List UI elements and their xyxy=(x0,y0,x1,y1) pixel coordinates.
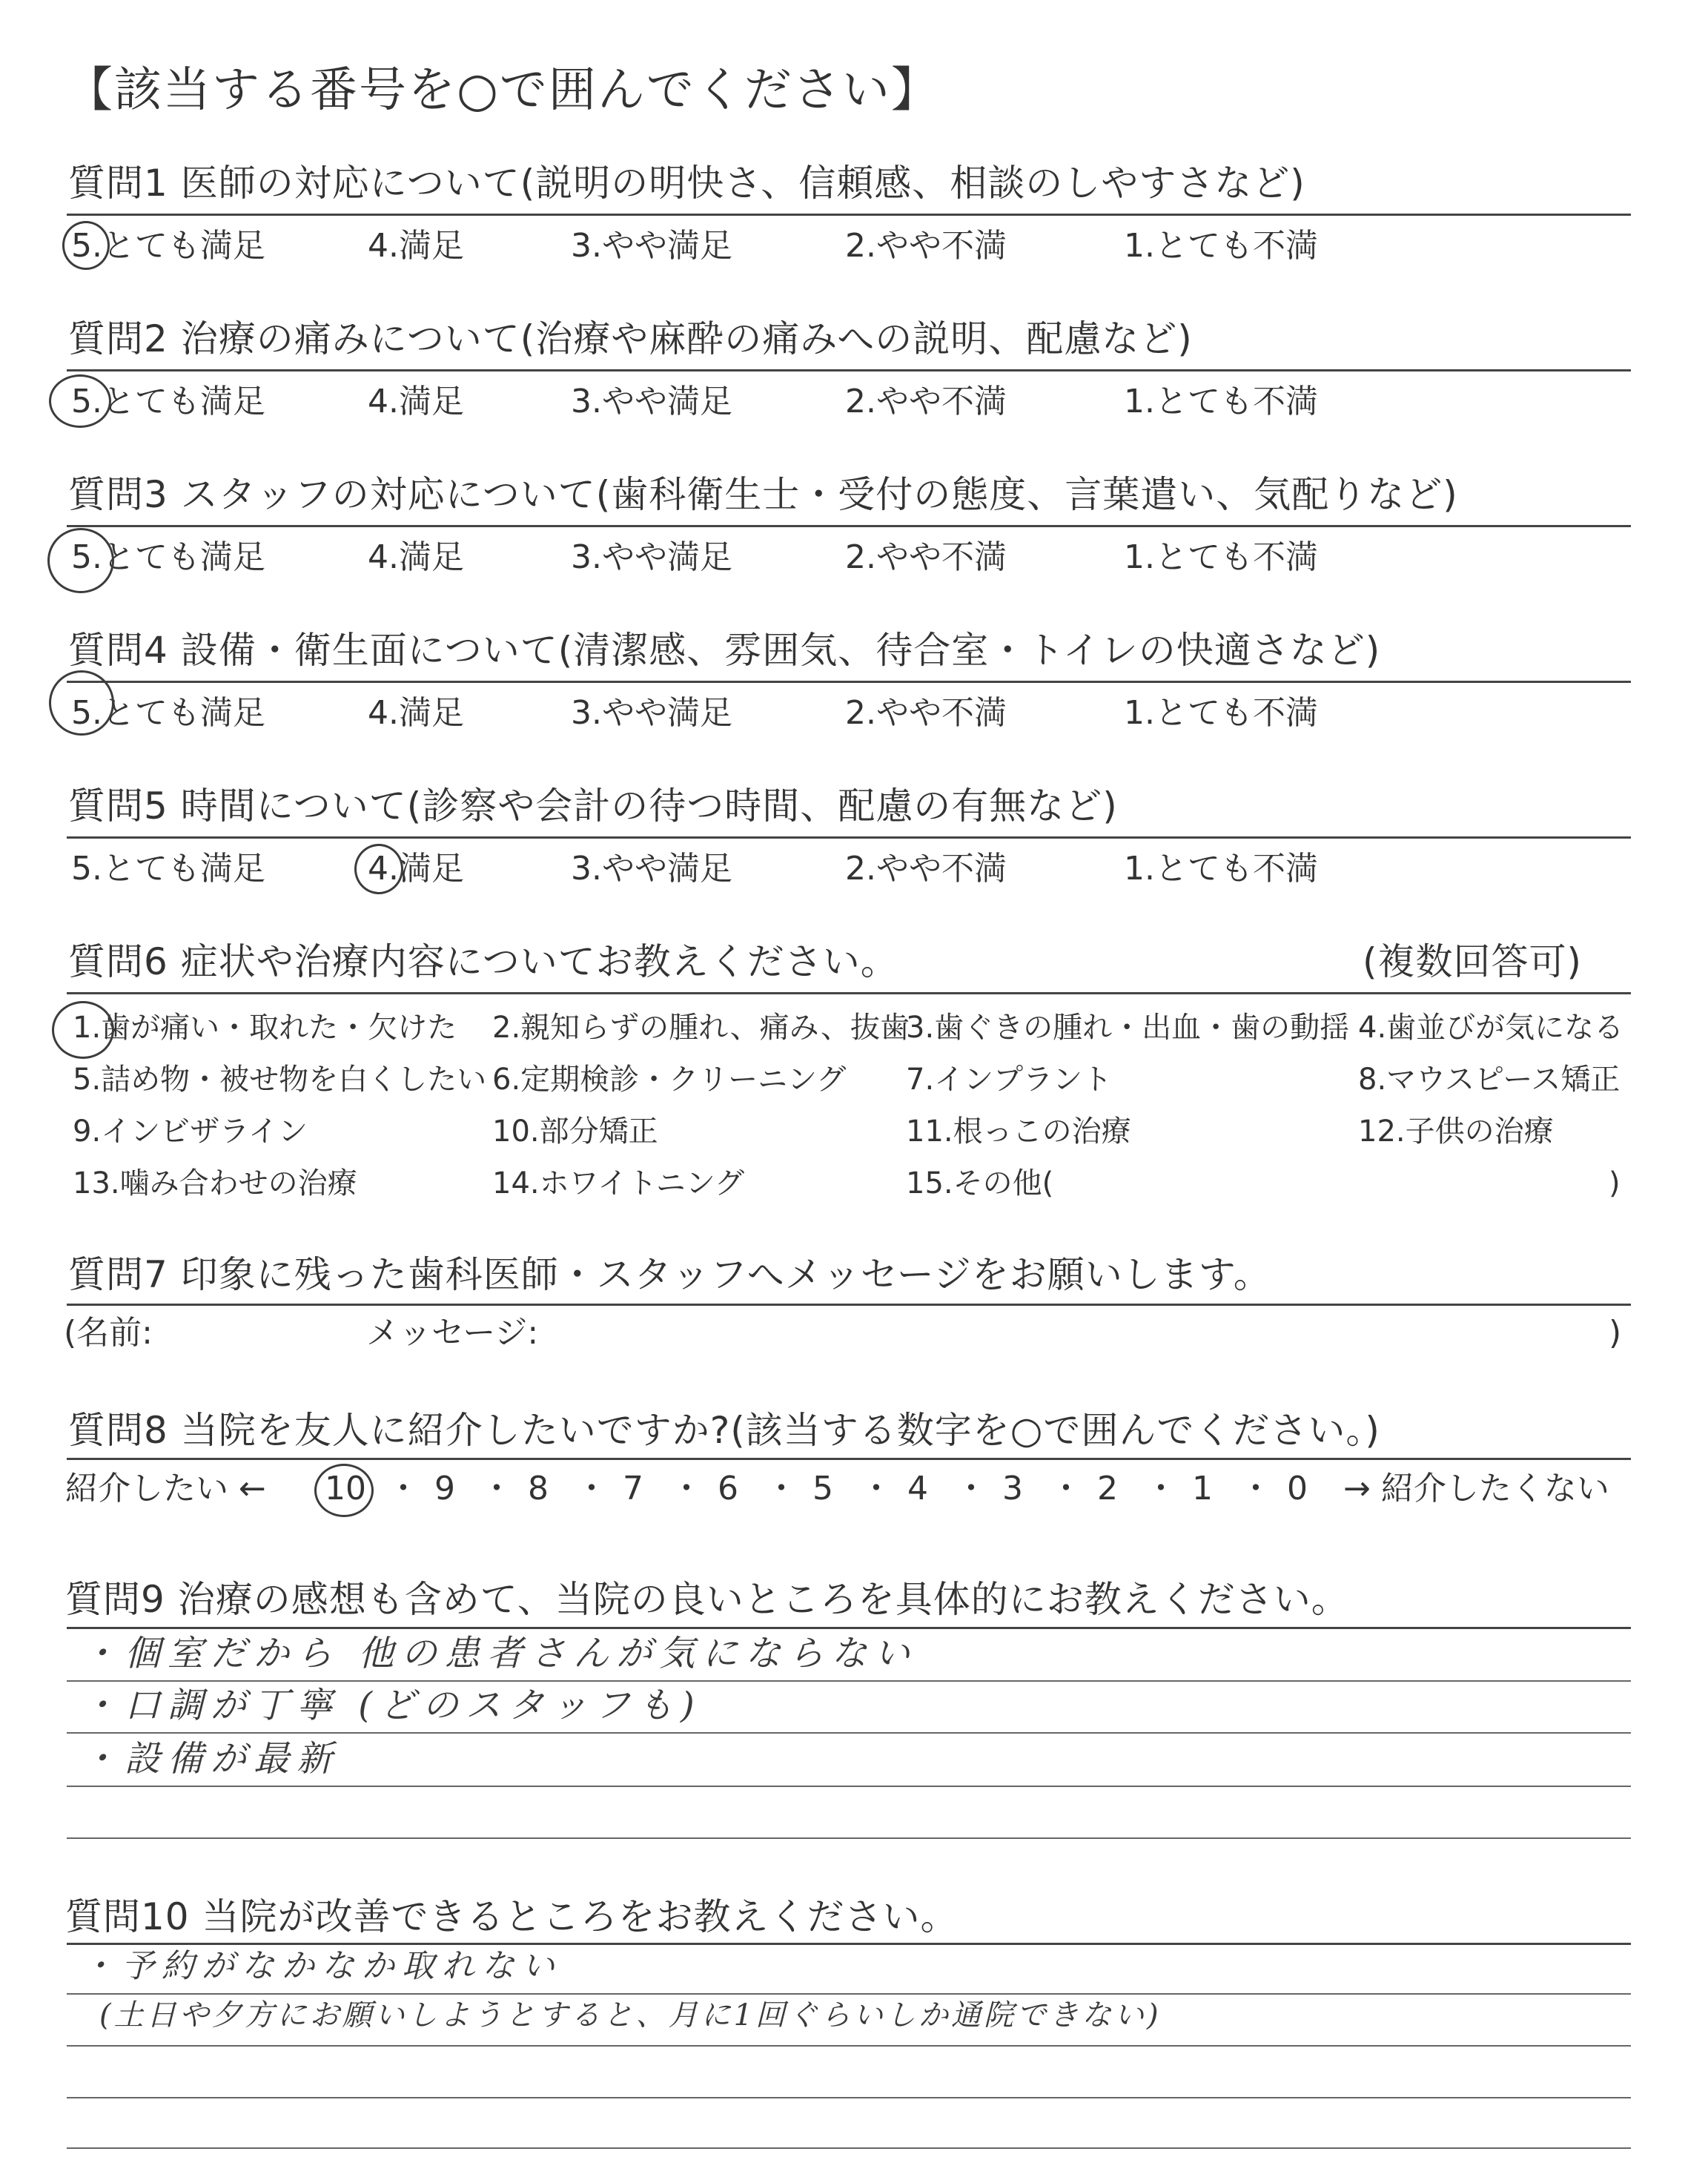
q1-option-4[interactable]: 4.満足 xyxy=(368,227,464,265)
q8-separator-dot: ・ xyxy=(1145,1470,1177,1507)
q8-scale-7[interactable]: 7 xyxy=(623,1470,643,1507)
q10-answer-rule xyxy=(67,2045,1631,2047)
question-10-rule xyxy=(67,1943,1631,1945)
q6-option-6[interactable]: 6.定期検診・クリーニング xyxy=(492,1063,847,1097)
q6-other-close-paren: ) xyxy=(1609,1166,1621,1200)
q8-separator-dot: ・ xyxy=(387,1470,420,1507)
q5-selection-circle xyxy=(354,844,403,894)
q10-answer-line-1: ・予約がなかなか取れない xyxy=(82,1947,562,1985)
q9-answer-line-2: ・口調が丁寧 (どのスタッフも) xyxy=(82,1685,702,1726)
q9-answer-line-3: ・設備が最新 xyxy=(82,1738,340,1780)
q5-option-4[interactable]: 4.満足 xyxy=(368,850,464,888)
q4-selection-circle xyxy=(49,670,114,736)
q5-option-3[interactable]: 3.やや満足 xyxy=(571,850,732,888)
question-7-rule xyxy=(67,1304,1631,1306)
question-1-rule xyxy=(67,214,1631,216)
q8-left-label: 紹介したい ← xyxy=(65,1470,266,1507)
q2-option-4[interactable]: 4.満足 xyxy=(368,383,464,420)
q7-close-paren: ) xyxy=(1609,1314,1622,1352)
q2-selection-circle xyxy=(49,374,111,428)
q8-separator-dot: ・ xyxy=(670,1470,703,1507)
page-title: 【該当する番号を○で囲んでください】 xyxy=(65,63,940,118)
q1-option-2[interactable]: 2.やや不満 xyxy=(845,227,1007,265)
q4-option-2[interactable]: 2.やや不満 xyxy=(845,694,1007,732)
q6-selection-circle xyxy=(52,1001,114,1059)
q6-option-1[interactable]: 1.歯が痛い・取れた・欠けた xyxy=(73,1011,457,1045)
q8-separator-dot: ・ xyxy=(1239,1470,1272,1507)
question-6-title: 質問6 症状や治療内容についてお教えください。 xyxy=(68,940,898,983)
q7-message-label: メッセージ: xyxy=(366,1314,539,1352)
q8-separator-dot: ・ xyxy=(765,1470,798,1507)
q10-answer-rule xyxy=(67,2097,1631,2098)
question-9-rule xyxy=(67,1627,1631,1629)
q6-option-12[interactable]: 12.子供の治療 xyxy=(1358,1114,1554,1149)
q10-answer-rule xyxy=(67,2147,1631,2149)
question-3-rule xyxy=(67,525,1631,527)
q4-option-3[interactable]: 3.やや満足 xyxy=(571,694,732,732)
q9-answer-rule xyxy=(67,1732,1631,1734)
q8-scale-10[interactable]: 10 xyxy=(325,1470,366,1507)
q4-option-1[interactable]: 1.とても不満 xyxy=(1124,694,1318,732)
q3-option-4[interactable]: 4.満足 xyxy=(368,538,464,576)
q1-selection-circle xyxy=(62,221,110,270)
q4-option-4[interactable]: 4.満足 xyxy=(368,694,464,732)
q8-scale-8[interactable]: 8 xyxy=(528,1470,549,1507)
q5-option-1[interactable]: 1.とても不満 xyxy=(1124,850,1318,888)
q9-answer-rule xyxy=(67,1837,1631,1839)
q6-option-4[interactable]: 4.歯並びが気になる xyxy=(1358,1011,1624,1045)
q8-separator-dot: ・ xyxy=(860,1470,893,1507)
q8-separator-dot: ・ xyxy=(575,1470,608,1507)
question-9-title: 質問9 治療の感想も含めて、当院の良いところを具体的にお教えください。 xyxy=(65,1578,1349,1621)
q6-option-13[interactable]: 13.噛み合わせの治療 xyxy=(73,1166,357,1200)
q8-selection-circle xyxy=(314,1464,374,1517)
q2-option-3[interactable]: 3.やや満足 xyxy=(571,383,732,420)
question-1-title: 質問1 医師の対応について(説明の明快さ、信頼感、相談のしやすさなど) xyxy=(68,162,1305,205)
q8-scale-5[interactable]: 5 xyxy=(812,1470,833,1507)
q6-option-11[interactable]: 11.根っこの治療 xyxy=(906,1114,1131,1149)
q8-scale-4[interactable]: 4 xyxy=(907,1470,928,1507)
q6-option-5[interactable]: 5.詰め物・被せ物を白くしたい xyxy=(73,1063,487,1097)
q8-scale-6[interactable]: 6 xyxy=(718,1470,738,1507)
question-5-rule xyxy=(67,836,1631,839)
q6-option-10[interactable]: 10.部分矯正 xyxy=(492,1114,658,1149)
q8-separator-dot: ・ xyxy=(1050,1470,1082,1507)
q7-name-label: (名前: xyxy=(64,1314,153,1352)
q8-separator-dot: ・ xyxy=(480,1470,513,1507)
q2-option-1[interactable]: 1.とても不満 xyxy=(1124,383,1318,420)
q6-option-9[interactable]: 9.インビザライン xyxy=(73,1114,308,1149)
q8-scale-1[interactable]: 1 xyxy=(1192,1470,1213,1507)
q1-option-3[interactable]: 3.やや満足 xyxy=(571,227,732,265)
question-5-title: 質問5 時間について(診察や会計の待つ時間、配慮の有無など) xyxy=(68,785,1118,828)
q6-option-3[interactable]: 3.歯ぐきの腫れ・出血・歯の動揺 xyxy=(906,1011,1350,1045)
question-4-rule xyxy=(67,681,1631,683)
question-10-title: 質問10 当院が改善できるところをお教えください。 xyxy=(65,1895,959,1938)
q8-scale-2[interactable]: 2 xyxy=(1097,1470,1118,1507)
question-7-title: 質問7 印象に残った歯科医師・スタッフへメッセージをお願いします。 xyxy=(68,1253,1271,1296)
q9-answer-rule xyxy=(67,1680,1631,1682)
q3-option-1[interactable]: 1.とても不満 xyxy=(1124,538,1318,576)
q8-separator-dot: ・ xyxy=(955,1470,987,1507)
q3-option-3[interactable]: 3.やや満足 xyxy=(571,538,732,576)
q6-option-14[interactable]: 14.ホワイトニング xyxy=(492,1166,745,1200)
question-8-rule xyxy=(67,1458,1631,1460)
question-6-rule xyxy=(67,992,1631,994)
q5-option-2[interactable]: 2.やや不満 xyxy=(845,850,1007,888)
q10-answer-line-2: (土日や夕方にお願いしようとすると、月に1回ぐらいしか通院できない) xyxy=(99,1998,1162,2032)
q1-option-1[interactable]: 1.とても不満 xyxy=(1124,227,1318,265)
question-2-title: 質問2 治療の痛みについて(治療や麻酔の痛みへの説明、配慮など) xyxy=(68,317,1193,360)
question-4-title: 質問4 設備・衛生面について(清潔感、雰囲気、待合室・トイレの快適さなど) xyxy=(68,629,1381,672)
q3-option-5[interactable]: 5.とても満足 xyxy=(71,538,265,576)
q8-right-label: → 紹介したくない xyxy=(1343,1470,1609,1507)
q5-option-5[interactable]: 5.とても満足 xyxy=(71,850,265,888)
q3-selection-circle xyxy=(47,528,114,593)
q9-answer-rule xyxy=(67,1786,1631,1787)
q2-option-5[interactable]: 5.とても満足 xyxy=(71,383,265,420)
q10-answer-rule xyxy=(67,1993,1631,1995)
q9-answer-line-1: ・個室だから 他の患者さんが気にならない xyxy=(82,1633,918,1674)
q1-option-5[interactable]: 5.とても満足 xyxy=(71,227,265,265)
q6-option-2[interactable]: 2.親知らずの腫れ、痛み、抜歯 xyxy=(492,1011,910,1045)
q6-option-15[interactable]: 15.その他( xyxy=(906,1166,1054,1200)
q2-option-2[interactable]: 2.やや不満 xyxy=(845,383,1007,420)
q3-option-2[interactable]: 2.やや不満 xyxy=(845,538,1007,576)
q6-option-7[interactable]: 7.インプラント xyxy=(906,1063,1113,1097)
q8-scale-9[interactable]: 9 xyxy=(434,1470,455,1507)
question-2-rule xyxy=(67,369,1631,371)
question-6-note: (複数回答可) xyxy=(1363,940,1583,983)
q4-option-5[interactable]: 5.とても満足 xyxy=(71,694,265,732)
question-3-title: 質問3 スタッフの対応について(歯科衛生士・受付の態度、言葉遣い、気配りなど) xyxy=(68,473,1458,516)
question-8-title: 質問8 当院を友人に紹介したいですか?(該当する数字を○で囲んでください。) xyxy=(68,1409,1380,1452)
q8-scale-0[interactable]: 0 xyxy=(1287,1470,1308,1507)
q6-option-8[interactable]: 8.マウスピース矯正 xyxy=(1358,1063,1621,1097)
q8-scale-3[interactable]: 3 xyxy=(1002,1470,1023,1507)
